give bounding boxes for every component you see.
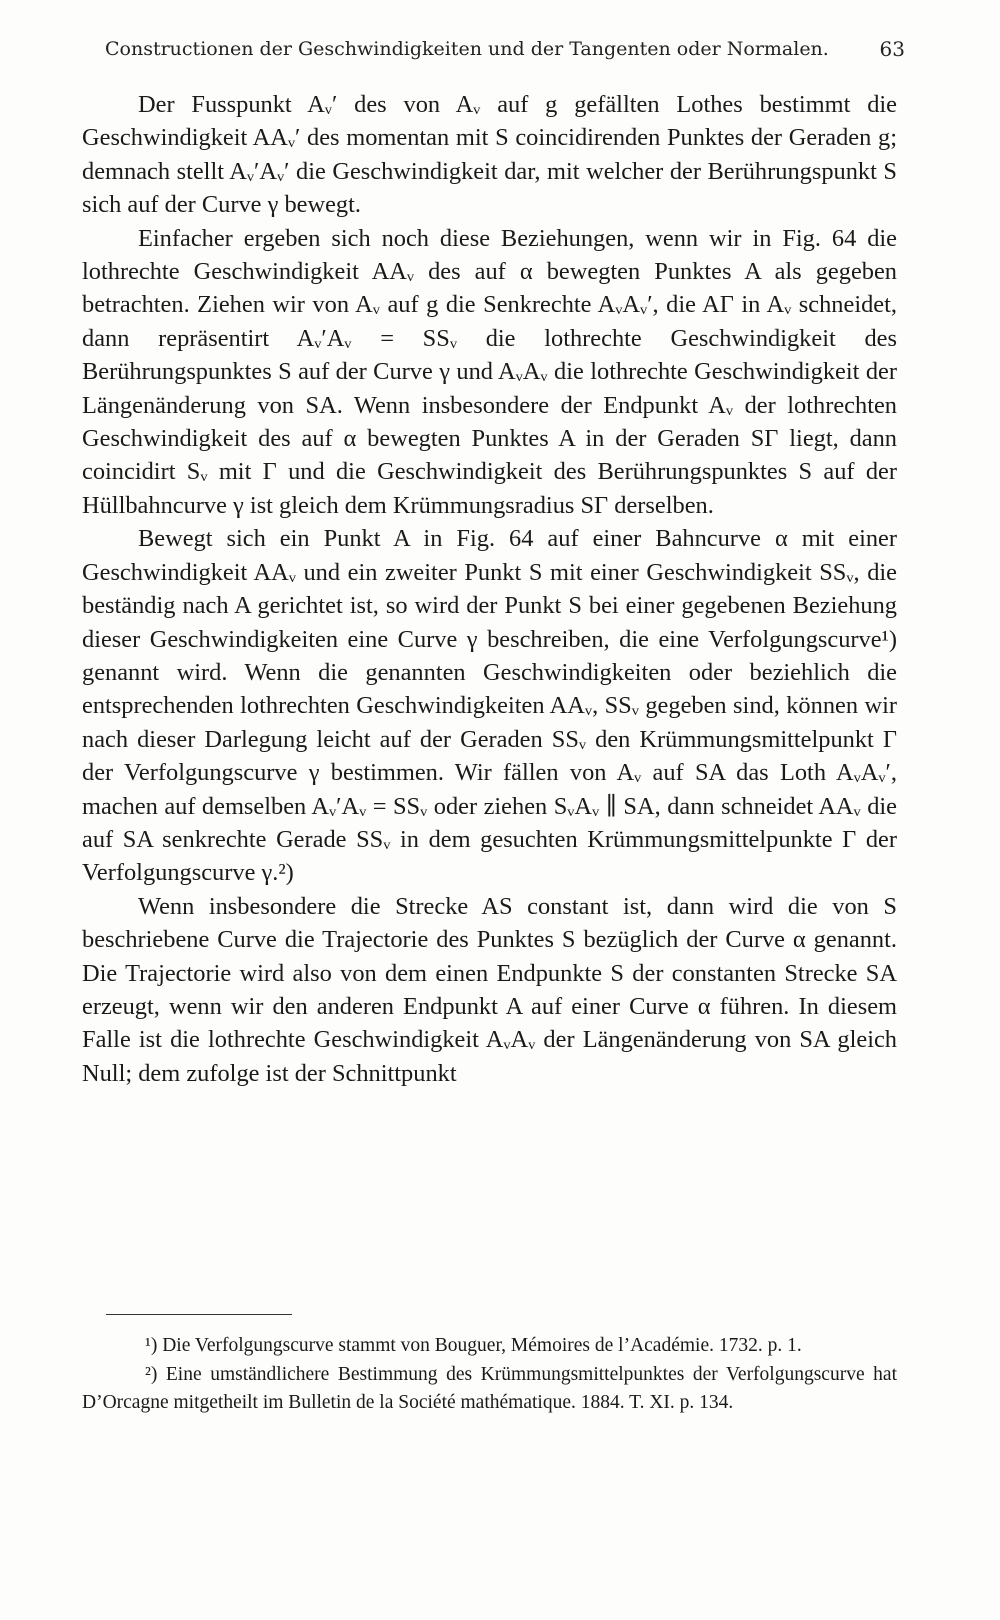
paragraph-1: Der Fusspunkt Aᵥ′ des von Aᵥ auf g gefällten Lothes bestimmt die Geschwindigkeit AAᵥ′ des momentan mit S coincidirenden Punktes der Geraden g; demnach stellt Aᵥ′Aᵥ′ die Geschwindigkeit dar, mit welcher der Berührungspunkt S sich auf der Curve γ bewegt.: [82, 91, 897, 219]
paragraph-2: Einfacher ergeben sich noch diese Beziehungen, wenn wir in Fig. 64 die lothrechte Geschwindigkeit AAᵥ des auf α bewegten Punktes A als gegeben betrachten. Ziehen wir von Aᵥ auf g die Senkrechte AᵥAᵥ′, die AΓ in Aᵥ schneidet, dann repräsentirt Aᵥ′Aᵥ = SSᵥ die lothrechte Geschwindigkeit des Berührungspunktes S auf der Curve γ und AᵥAᵥ die lothrechte Geschwindigkeit der Längenänderung von SA. Wenn insbesondere der Endpunkt Aᵥ der lothrechten Geschwindigkeit des auf α bewegten Punktes A in der Geraden SΓ liegt, dann coincidirt Sᵥ mit Γ und die Geschwindigkeit des Berührungspunktes S auf der Hüllbahncurve γ ist gleich dem Krümmungsradius SΓ derselben.: [82, 224, 897, 519]
paragraph-3: Bewegt sich ein Punkt A in Fig. 64 auf einer Bahncurve α mit einer Geschwindigkeit AAᵥ und ein zweiter Punkt S mit einer Geschwindigkeit SSᵥ, die beständig nach A gerichtet ist, so wird der Punkt S bei einer gegebenen Beziehung dieser Geschwindigkeiten eine Curve γ beschreiben, die eine Verfolgungscurve¹) genannt wird. Wenn die genannten Geschwindigkeiten oder beziehlich die entsprechenden lothrechten Geschwindigkeiten AAᵥ, SSᵥ gegeben sind, können wir nach dieser Darlegung leicht auf der Geraden SSᵥ den Krümmungsmittelpunkt Γ der Verfolgungscurve γ bestimmen. Wir fällen von Aᵥ auf SA das Loth AᵥAᵥ′, machen auf demselben Aᵥ′Aᵥ = SSᵥ oder ziehen SᵥAᵥ ∥ SA, dann schneidet AAᵥ die auf SA senkrechte Gerade SSᵥ in dem gesuchten Krümmungsmittelpunkte Γ der Verfolgungscurve γ.²): [82, 525, 897, 887]
paragraph-4: Wenn insbesondere die Strecke AS constant ist, dann wird die von S beschriebene Curve die Trajectorie des Punktes S bezüglich der Curve α genannt. Die Trajectorie wird also von dem einen Endpunkte S der constanten Strecke SA erzeugt, wenn wir den anderen Endpunkt A auf einer Curve α führen. In diesem Falle ist die lothrechte Geschwindigkeit AᵥAᵥ der Längenänderung von SA gleich Null; dem zufolge ist der Schnittpunkt: [82, 892, 897, 1087]
footnote-divider: [106, 1314, 292, 1315]
main-text: [82, 88, 897, 1090]
footnote-2: ²) Eine umständlichere Bestimmung des Krümmungsmittelpunktes der Verfolgungscurve hat D’Orcagne mitgetheilt im Bulletin de la Société mathématique. 1884. T. XI. p. 134.: [82, 1363, 897, 1413]
footnotes: [82, 1332, 897, 1418]
page-number: 63: [879, 37, 905, 61]
running-title: Constructionen der Geschwindigkeiten und der Tangenten oder Normalen.: [105, 38, 829, 60]
footnote-1: ¹) Die Verfolgungscurve stammt von Bouguer, Mémoires de l’Académie. 1732. p. 1.: [145, 1335, 802, 1356]
page-header: [105, 34, 905, 64]
